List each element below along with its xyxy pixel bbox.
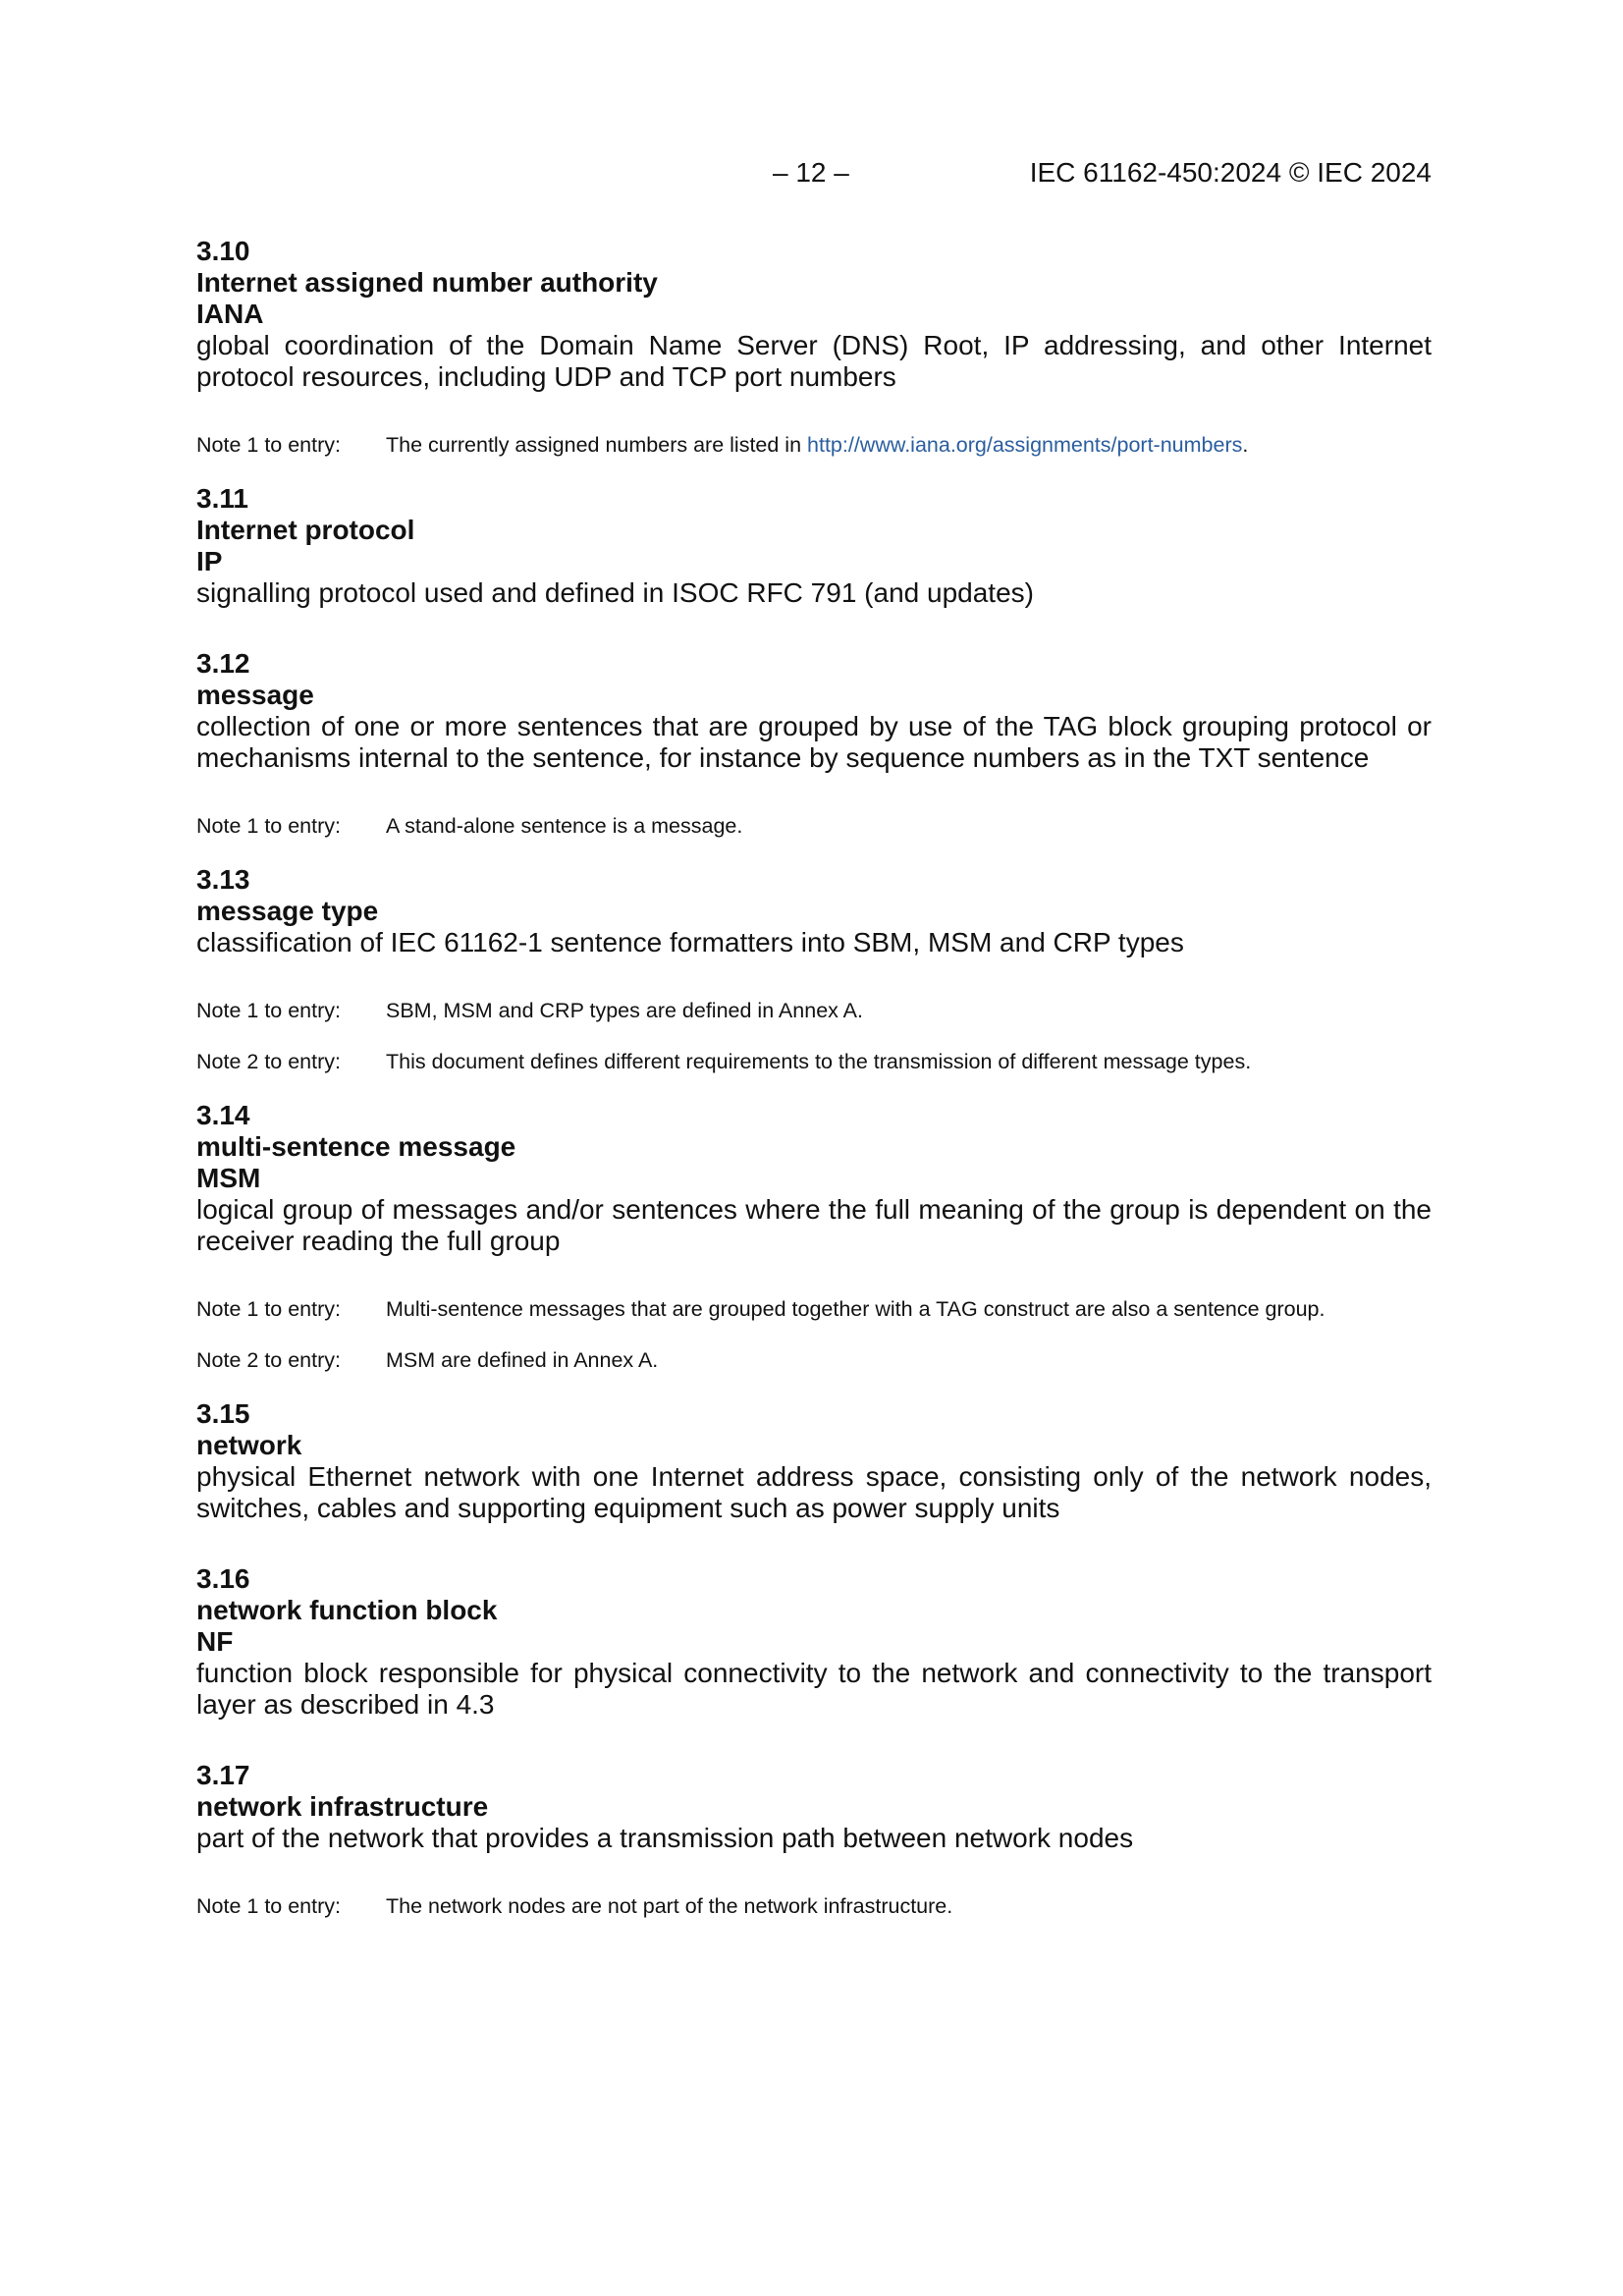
entry-abbreviation: NF xyxy=(196,1626,234,1657)
note-text: Multi-sentence messages that are grouped together with a TAG construct are also a sentence group. xyxy=(386,1297,1325,1321)
entry-number: 3.15 xyxy=(196,1398,250,1429)
note-text: SBM, MSM and CRP types are defined in Annex A. xyxy=(386,999,863,1022)
entry-note xyxy=(196,1893,1432,1919)
entry-term: Internet assigned number authority xyxy=(196,267,658,298)
note-text: A stand-alone sentence is a message. xyxy=(386,814,743,838)
note-label: Note 1 to entry: xyxy=(196,433,341,457)
entry-number: 3.12 xyxy=(196,648,250,679)
entry-number: 3.13 xyxy=(196,864,250,895)
term-entry-3-15 xyxy=(196,1398,1432,1563)
entry-term: message type xyxy=(196,896,379,926)
note-text: This document defines different requirements to the transmission of different message types. xyxy=(386,1050,1252,1073)
term-entry-3-16 xyxy=(196,1563,1432,1760)
term-entry-3-13 xyxy=(196,864,1432,1100)
note-label: Note 1 to entry: xyxy=(196,814,341,838)
term-entry-3-12 xyxy=(196,648,1432,864)
entry-definition: classification of IEC 61162-1 sentence formatters into SBM, MSM and CRP types xyxy=(196,927,1184,957)
note-label: Note 2 to entry: xyxy=(196,1050,341,1073)
entry-term: multi-sentence message xyxy=(196,1131,516,1162)
entry-number: 3.10 xyxy=(196,236,250,266)
term-entry-3-17 xyxy=(196,1760,1432,1919)
note-link[interactable]: http://www.iana.org/assignments/port-numbers xyxy=(807,433,1243,457)
term-entry-3-11 xyxy=(196,483,1432,648)
page-header xyxy=(196,157,1432,196)
note-label: Note 1 to entry: xyxy=(196,1894,341,1918)
note-label: Note 2 to entry: xyxy=(196,1348,341,1372)
entry-number: 3.16 xyxy=(196,1563,250,1594)
entry-number: 3.11 xyxy=(196,483,248,514)
note-label: Note 1 to entry: xyxy=(196,999,341,1022)
page-number: – 12 – xyxy=(773,157,849,188)
entry-abbreviation: MSM xyxy=(196,1163,261,1193)
entry-definition: physical Ethernet network with one Internet address space, consisting only of the network nodes, switches, cables and supporting equipment such as power supply units xyxy=(196,1461,1432,1523)
entry-term: Internet protocol xyxy=(196,515,415,545)
note-text: The network nodes are not part of the network infrastructure. xyxy=(386,1894,953,1918)
entry-term: network xyxy=(196,1430,302,1460)
note-text: The currently assigned numbers are listed in xyxy=(386,433,808,457)
entry-definition: collection of one or more sentences that are grouped by use of the TAG block grouping protocol or mechanisms internal to the sentence, for instance by sequence numbers as in the TXT sentence xyxy=(196,711,1432,773)
definitions-list xyxy=(196,236,1432,1919)
entry-note xyxy=(196,1347,1432,1373)
entry-definition: signalling protocol used and defined in ISOC RFC 791 (and updates) xyxy=(196,577,1034,608)
entry-term: network infrastructure xyxy=(196,1791,489,1822)
entry-definition: logical group of messages and/or sentences where the full meaning of the group is dependent on the receiver reading the full group xyxy=(196,1194,1432,1256)
entry-definition: part of the network that provides a transmission path between network nodes xyxy=(196,1823,1134,1853)
term-entry-3-10 xyxy=(196,236,1432,483)
entry-term: network function block xyxy=(196,1595,498,1625)
entry-note xyxy=(196,432,1432,458)
note-label: Note 1 to entry: xyxy=(196,1297,341,1321)
note-suffix: . xyxy=(1242,433,1249,457)
entry-number: 3.17 xyxy=(196,1760,250,1790)
entry-abbreviation: IANA xyxy=(196,299,264,329)
entry-note xyxy=(196,998,1432,1023)
entry-abbreviation: IP xyxy=(196,546,223,576)
entry-number: 3.14 xyxy=(196,1100,250,1130)
entry-definition: function block responsible for physical connectivity to the network and connectivity to the transport layer as described in 4.3 xyxy=(196,1658,1432,1720)
entry-term: message xyxy=(196,680,314,710)
entry-note xyxy=(196,813,1432,839)
term-entry-3-14 xyxy=(196,1100,1432,1398)
entry-note xyxy=(196,1049,1432,1074)
entry-definition: global coordination of the Domain Name Server (DNS) Root, IP addressing, and other Internet protocol resources, including UDP and TCP port numbers xyxy=(196,330,1432,392)
document-id: IEC 61162-450:2024 © IEC 2024 xyxy=(1029,157,1432,188)
note-text: MSM are defined in Annex A. xyxy=(386,1348,659,1372)
entry-note xyxy=(196,1296,1432,1322)
